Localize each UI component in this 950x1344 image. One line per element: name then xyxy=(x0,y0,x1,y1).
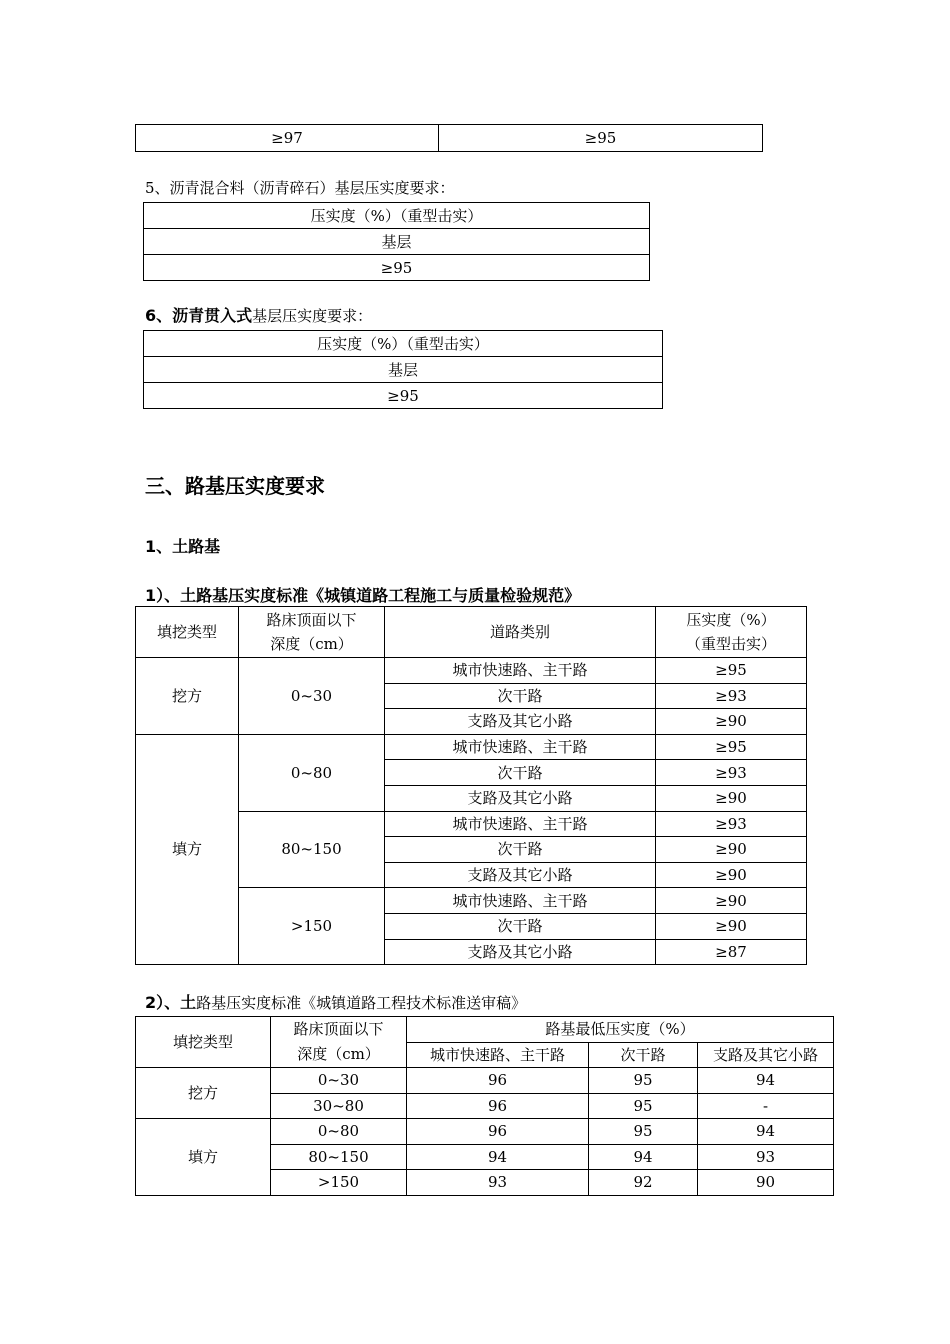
sec6-row: 基层 xyxy=(144,357,663,383)
table1-value: ≥90 xyxy=(656,709,807,735)
table2-title-rest: 路基压实度标准《城镇道路工程技术标准送审稿》 xyxy=(196,994,527,1012)
table1-value: ≥93 xyxy=(656,683,807,709)
table1-value: ≥95 xyxy=(656,734,807,760)
table2-fill-type: 挖方 xyxy=(136,1068,271,1119)
table1-value: ≥87 xyxy=(656,939,807,965)
table1-header-road-class: 道路类别 xyxy=(385,607,656,658)
table1-road: 城市快速路、主干路 xyxy=(385,888,656,914)
sec5-row: 压实度（%）（重型击实） xyxy=(144,203,650,229)
table1-road: 城市快速路、主干路 xyxy=(385,658,656,684)
table1-header-compaction-line1: 压实度（%） xyxy=(686,611,776,629)
table2-value: 94 xyxy=(407,1144,589,1170)
sec6-heading-bold: 6、沥青贯入式 xyxy=(145,306,253,325)
table2-depth: >150 xyxy=(271,1170,407,1196)
table1-road: 城市快速路、主干路 xyxy=(385,811,656,837)
table2-depth: 0~30 xyxy=(271,1068,407,1094)
table2-value: 94 xyxy=(698,1068,834,1094)
top-table xyxy=(135,124,763,152)
table1-value: ≥90 xyxy=(656,888,807,914)
table1-road: 次干路 xyxy=(385,837,656,863)
table2-header-fill-type: 填挖类型 xyxy=(136,1017,271,1068)
table1-value: ≥95 xyxy=(656,658,807,684)
sec6-table xyxy=(143,330,663,409)
table1-header-compaction xyxy=(656,607,807,658)
table1-road: 城市快速路、主干路 xyxy=(385,734,656,760)
table1-header-depth xyxy=(239,607,385,658)
sec5-row: ≥95 xyxy=(144,255,650,281)
table2-title xyxy=(145,993,526,1013)
table1-fill-type: 填方 xyxy=(136,734,239,964)
table2-header-depth-line2: 深度（cm） xyxy=(297,1045,380,1063)
table1-road: 支路及其它小路 xyxy=(385,785,656,811)
table1-value: ≥93 xyxy=(656,760,807,786)
table2-depth: 80~150 xyxy=(271,1144,407,1170)
table1-title: 1）、土路基压实度标准《城镇道路工程施工与质量检验规范》 xyxy=(145,586,581,605)
section-title: 三、路基压实度要求 xyxy=(145,474,325,498)
table1-road: 次干路 xyxy=(385,760,656,786)
table1-value: ≥90 xyxy=(656,862,807,888)
table2-value: 92 xyxy=(589,1170,698,1196)
table1-road: 支路及其它小路 xyxy=(385,939,656,965)
table1-value: ≥90 xyxy=(656,837,807,863)
table2-title-bold: 2）、土 xyxy=(145,993,197,1012)
table1-value: ≥93 xyxy=(656,811,807,837)
table1-fill-type: 挖方 xyxy=(136,658,239,735)
table2-value: 94 xyxy=(698,1119,834,1145)
table2-depth: 30~80 xyxy=(271,1093,407,1119)
top-table-cell: ≥95 xyxy=(439,125,763,152)
sec5-table xyxy=(143,202,650,281)
table1-value: ≥90 xyxy=(656,913,807,939)
sec6-row: ≥95 xyxy=(144,383,663,409)
table1-road: 次干路 xyxy=(385,913,656,939)
sec6-heading xyxy=(145,306,372,326)
table2-value: 94 xyxy=(589,1144,698,1170)
table2-value: 96 xyxy=(407,1068,589,1094)
table2-value: 93 xyxy=(698,1144,834,1170)
table1-depth: >150 xyxy=(239,888,385,965)
table1-depth: 0~80 xyxy=(239,734,385,811)
table1-value: ≥90 xyxy=(656,785,807,811)
table1-road: 次干路 xyxy=(385,683,656,709)
top-table-cell: ≥97 xyxy=(136,125,439,152)
table1-road: 支路及其它小路 xyxy=(385,862,656,888)
subsection-title: 1、土路基 xyxy=(145,537,221,556)
table2-value: 90 xyxy=(698,1170,834,1196)
table1-depth: 80~150 xyxy=(239,811,385,888)
table2-header-branch: 支路及其它小路 xyxy=(698,1042,834,1068)
table2-value: 96 xyxy=(407,1093,589,1119)
table2-value: 95 xyxy=(589,1119,698,1145)
table2-value: 96 xyxy=(407,1119,589,1145)
table1-header-fill-type: 填挖类型 xyxy=(136,607,239,658)
table2-value: 95 xyxy=(589,1093,698,1119)
table2-value: - xyxy=(698,1093,834,1119)
sec6-row: 压实度（%）（重型击实） xyxy=(144,331,663,357)
sec5-row: 基层 xyxy=(144,229,650,255)
table2-header-depth-line1: 路床顶面以下 xyxy=(293,1020,384,1038)
table1 xyxy=(135,606,807,965)
table1-header-compaction-line2: （重型击实） xyxy=(685,635,776,653)
table1-header-depth-line1: 路床顶面以下 xyxy=(266,611,357,629)
table2-fill-type: 填方 xyxy=(136,1119,271,1196)
table2-depth: 0~80 xyxy=(271,1119,407,1145)
table2-header-depth xyxy=(271,1017,407,1068)
table2 xyxy=(135,1016,834,1196)
sec6-heading-rest: 基层压实度要求： xyxy=(252,307,373,325)
table1-depth: 0~30 xyxy=(239,658,385,735)
sec5-heading: 5、沥青混合料（沥青碎石）基层压实度要求： xyxy=(145,179,455,197)
table1-header-depth-line2: 深度（cm） xyxy=(270,635,353,653)
table1-road: 支路及其它小路 xyxy=(385,709,656,735)
table2-header-expressway: 城市快速路、主干路 xyxy=(407,1042,589,1068)
table2-value: 93 xyxy=(407,1170,589,1196)
table2-value: 95 xyxy=(589,1068,698,1094)
table2-header-secondary: 次干路 xyxy=(589,1042,698,1068)
table2-header-min-compaction: 路基最低压实度（%） xyxy=(407,1017,834,1043)
